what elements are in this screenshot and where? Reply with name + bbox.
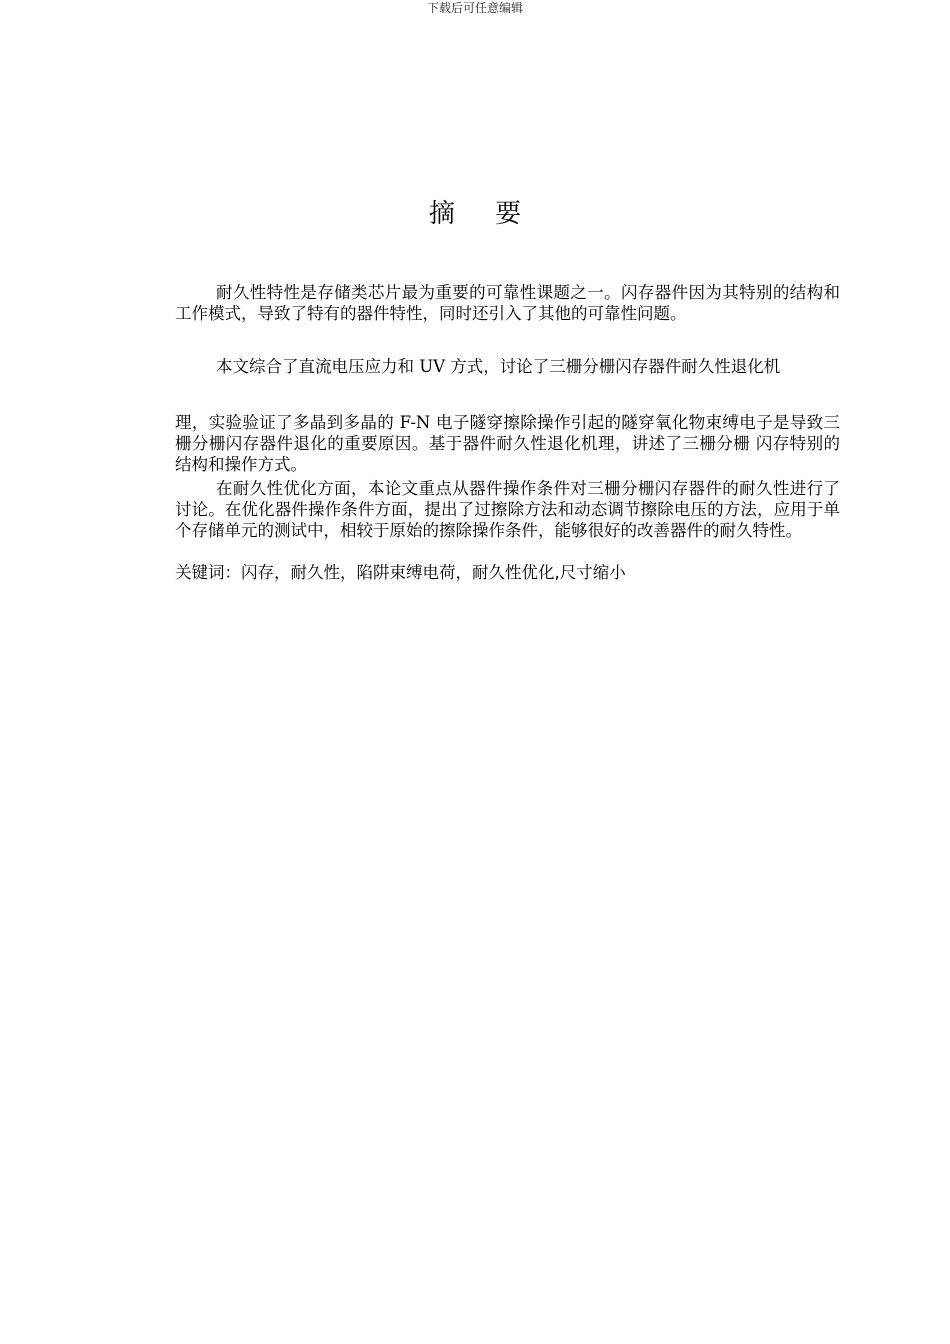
paragraph-text: 耐久性特性是存储类芯片最为重要的可靠性课题之一。闪存器件因为其特别的结构和工作模式，导致了特有的器件特性，同时还引入了其他的可靠性问题。: [175, 283, 840, 323]
keywords-text: 关键词：闪存，耐久性，陷阱束缚电荷，耐久性优化: [175, 563, 555, 582]
abstract-paragraph-2: [175, 356, 840, 377]
abstract-paragraph-1: [175, 282, 840, 324]
abstract-title: 摘 要: [428, 199, 538, 229]
page-header-note: 下载后可任意编辑: [426, 1, 523, 15]
abstract-paragraph-3: [175, 412, 840, 475]
keywords-tail: ,尺寸缩小: [554, 563, 626, 582]
keywords-line: [175, 562, 840, 583]
paragraph-text: 在耐久性优化方面，本论文重点从器件操作条件对三栅分栅闪存器件的耐久性进行了讨论。在优化器件操作条件方面，提出了过擦除方法和动态调节擦除电压的方法，应用于单个存储单元的测试中，相较于原始的擦除操作条件，能够很好的改善器件的耐久特性。: [175, 479, 840, 540]
abstract-paragraph-4: [175, 478, 840, 541]
paragraph-text: 本文综合了直流电压应力和 UV 方式，讨论了三栅分栅闪存器件耐久性退化机: [216, 357, 781, 376]
paragraph-text: 理，实验验证了多晶到多晶的 F-N 电子隧穿擦除操作引起的隧穿氧化物束缚电子是导致三栅分栅闪存器件退化的重要原因。基于器件耐久性退化机理，讲述了三栅分栅 闪存特别的结构和操作方式。: [175, 413, 840, 474]
